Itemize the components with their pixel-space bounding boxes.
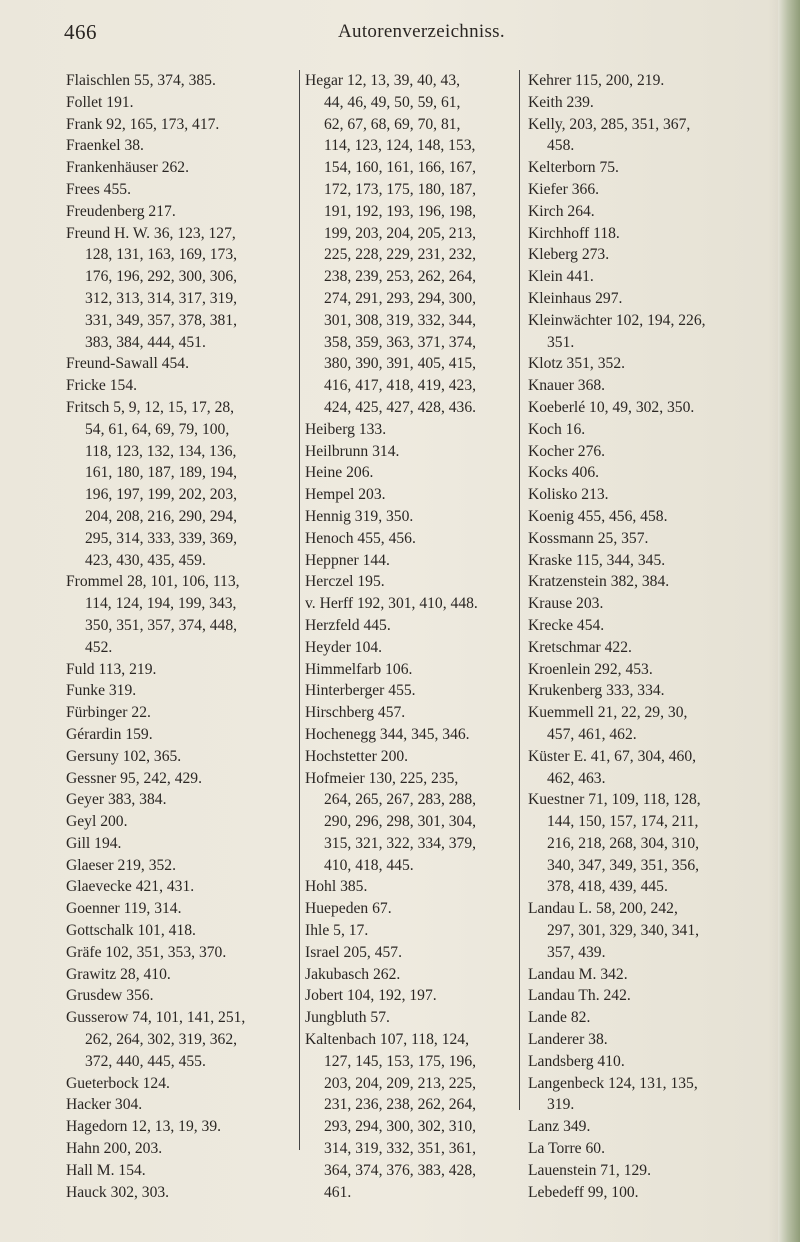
index-entry	[528, 550, 758, 572]
index-entry-line: Landau L. 58, 200, 242,	[528, 900, 678, 918]
index-entry	[528, 375, 758, 397]
index-entry-line: Jungbluth 57.	[305, 1009, 390, 1027]
index-entry	[528, 223, 758, 245]
index-entry-continuation: 161, 180, 187, 189, 194,	[85, 464, 238, 482]
index-entry-continuation: 231, 236, 238, 262, 264,	[324, 1096, 477, 1114]
index-entry	[528, 528, 758, 550]
index-entry-line: Gessner 95, 242, 429.	[66, 769, 202, 787]
index-entry	[528, 702, 758, 746]
index-entry-line: Frank 92, 165, 173, 417.	[66, 115, 220, 133]
index-entry-continuation: 191, 192, 193, 196, 198,	[324, 202, 477, 220]
index-entry-continuation: 144, 150, 157, 174, 211,	[547, 813, 699, 831]
index-entry	[66, 157, 294, 179]
index-entry-continuation: 196, 197, 199, 202, 203,	[85, 486, 238, 504]
index-entry-line: Heppner 144.	[305, 551, 390, 569]
index-entry-line: Kratzenstein 382, 384.	[528, 573, 670, 591]
index-entry-continuation: 295, 314, 333, 339, 369,	[85, 529, 238, 547]
index-entry	[528, 1051, 758, 1073]
index-entry	[528, 659, 758, 681]
index-entry-line: Langenbeck 124, 131, 135,	[528, 1074, 698, 1092]
index-entry-line: Hirschberg 457.	[305, 704, 406, 722]
index-entry-line: Hochstetter 200.	[305, 747, 409, 765]
index-entry-continuation: 458.	[547, 137, 575, 155]
index-entry-line: Fricke 154.	[66, 377, 138, 395]
index-entry	[528, 571, 758, 593]
index-entry-line: Freudenberg 217.	[66, 202, 176, 220]
index-entry-continuation: 331, 349, 357, 378, 381,	[85, 311, 238, 329]
index-entry-continuation: 423, 430, 435, 459.	[85, 551, 206, 569]
index-entry-line: Hofmeier 130, 225, 235,	[305, 769, 459, 787]
index-entry	[305, 964, 507, 986]
index-entry-continuation: 462, 463.	[547, 769, 606, 787]
index-entry	[528, 680, 758, 702]
index-entry	[305, 550, 507, 572]
index-entry	[305, 637, 507, 659]
index-entry-continuation: 424, 425, 427, 428, 436.	[324, 398, 477, 416]
index-entry-line: Gill 194.	[66, 834, 122, 852]
index-entry	[528, 70, 758, 92]
index-entry	[305, 680, 507, 702]
index-entry-line: Follet 191.	[66, 93, 134, 111]
index-entry	[305, 70, 507, 419]
index-entry	[528, 353, 758, 375]
index-entry	[528, 1007, 758, 1029]
index-entry-continuation: 172, 173, 175, 180, 187,	[324, 180, 477, 198]
index-entry-line: Heiberg 133.	[305, 420, 387, 438]
index-entry-line: Kirch 264.	[528, 202, 595, 220]
page-number: 466	[64, 20, 97, 44]
index-entry	[528, 615, 758, 637]
index-entry-continuation: 383, 384, 444, 451.	[85, 333, 206, 351]
index-entry	[528, 310, 758, 354]
index-entry-line: Henoch 455, 456.	[305, 529, 416, 547]
index-entry	[66, 833, 294, 855]
index-entry-line: Funke 319.	[66, 682, 137, 700]
index-entry	[305, 876, 507, 898]
index-entry-continuation: 380, 390, 391, 405, 415,	[324, 355, 477, 373]
index-entry	[66, 746, 294, 768]
index-entry-continuation: 357, 439.	[547, 943, 606, 961]
index-entry	[66, 876, 294, 898]
index-column-1	[66, 70, 294, 1203]
index-entry-line: Hauck 302, 303.	[66, 1183, 170, 1201]
index-entry-continuation: 315, 321, 322, 334, 379,	[324, 834, 477, 852]
index-entry-line: Gusserow 74, 101, 141, 251,	[66, 1009, 246, 1027]
index-entry	[305, 571, 507, 593]
index-entry-continuation: 358, 359, 363, 371, 374,	[324, 333, 477, 351]
index-entry-line: Keith 239.	[528, 93, 594, 111]
index-entry-line: Landau Th. 242.	[528, 987, 631, 1005]
index-entry-line: Landsberg 410.	[528, 1052, 625, 1070]
index-entry	[528, 157, 758, 179]
index-entry-line: Kossmann 25, 357.	[528, 529, 649, 547]
index-entry-line: Grusdew 356.	[66, 987, 154, 1005]
index-entry	[66, 179, 294, 201]
index-entry-continuation: 264, 265, 267, 283, 288,	[324, 791, 477, 809]
index-entry-continuation: 274, 291, 293, 294, 300,	[324, 289, 477, 307]
index-entry-continuation: 297, 301, 329, 340, 341,	[547, 922, 700, 940]
index-entry	[528, 288, 758, 310]
index-entry-line: Kleinhaus 297.	[528, 289, 623, 307]
index-entry-line: Geyer 383, 384.	[66, 791, 167, 809]
index-entry-line: Kraske 115, 344, 345.	[528, 551, 666, 569]
index-entry-continuation: 364, 374, 376, 383, 428,	[324, 1161, 477, 1179]
index-entry-continuation: 216, 218, 268, 304, 310,	[547, 834, 700, 852]
index-entry-line: Gérardin 159.	[66, 725, 153, 743]
index-entry-line: La Torre 60.	[528, 1140, 605, 1158]
index-entry-line: Ihle 5, 17.	[305, 922, 369, 940]
index-entry	[305, 593, 507, 615]
index-entry	[305, 768, 507, 877]
index-entry-line: Glaeser 219, 352.	[66, 856, 176, 874]
index-entry-line: Kocher 276.	[528, 442, 606, 460]
index-entry	[528, 1182, 758, 1204]
index-entry-line: Krukenberg 333, 334.	[528, 682, 665, 700]
index-entry	[66, 92, 294, 114]
index-entry-line: Kleberg 273.	[528, 246, 610, 264]
index-entry	[528, 419, 758, 441]
index-entry	[305, 746, 507, 768]
index-entry-line: Hegar 12, 13, 39, 40, 43,	[305, 72, 461, 89]
index-entry-continuation: 290, 296, 298, 301, 304,	[324, 813, 477, 831]
index-entry-continuation: 457, 461, 462.	[547, 725, 637, 743]
index-entry-continuation: 351.	[547, 333, 575, 351]
index-entry-line: Kolisko 213.	[528, 486, 609, 504]
index-entry-line: Koenig 455, 456, 458.	[528, 507, 668, 525]
index-entry	[66, 1116, 294, 1138]
index-column-3	[528, 70, 758, 1203]
index-entry-continuation: 314, 319, 332, 351, 361,	[324, 1140, 477, 1158]
index-column-2	[305, 70, 507, 1203]
index-entry	[528, 1073, 758, 1117]
index-entry	[66, 768, 294, 790]
index-entry-line: Lauenstein 71, 129.	[528, 1161, 651, 1179]
index-entry-line: Kuestner 71, 109, 118, 128,	[528, 791, 701, 809]
index-entry-line: Knauer 368.	[528, 377, 606, 395]
index-entry-line: Hahn 200, 203.	[66, 1140, 163, 1158]
index-entry-continuation: 204, 208, 216, 290, 294,	[85, 507, 238, 525]
index-entry-line: Lebedeff 99, 100.	[528, 1183, 639, 1201]
index-entry-line: Kirchhoff 118.	[528, 224, 620, 242]
index-entry-line: Kiefer 366.	[528, 180, 600, 198]
index-entry	[66, 855, 294, 877]
index-entry	[528, 201, 758, 223]
index-entry	[528, 397, 758, 419]
index-entry	[305, 898, 507, 920]
index-entry	[305, 506, 507, 528]
index-entry-line: Kroenlein 292, 453.	[528, 660, 653, 678]
index-entry	[305, 462, 507, 484]
index-entry	[528, 593, 758, 615]
index-entry-continuation: 114, 123, 124, 148, 153,	[324, 137, 476, 155]
index-entry-continuation: 372, 440, 445, 455.	[85, 1052, 206, 1070]
index-entry	[528, 266, 758, 288]
index-entry-line: Kelterborn 75.	[528, 159, 619, 177]
index-entry-line: Gräfe 102, 351, 353, 370.	[66, 943, 227, 961]
index-entry	[528, 789, 758, 898]
index-entry-line: Hempel 203.	[305, 486, 386, 504]
index-entry-line: Flaischlen 55, 374, 385.	[66, 72, 216, 89]
index-entry	[66, 571, 294, 658]
index-entry	[528, 964, 758, 986]
index-entry	[528, 1116, 758, 1138]
index-entry	[66, 353, 294, 375]
index-entry-line: Hall M. 154.	[66, 1161, 146, 1179]
index-entry-continuation: 62, 67, 68, 69, 70, 81,	[324, 115, 461, 133]
index-entry	[305, 484, 507, 506]
index-entry-line: Kuemmell 21, 22, 29, 30,	[528, 704, 688, 722]
index-entry-line: Gersuny 102, 365.	[66, 747, 182, 765]
index-entry-continuation: 378, 418, 439, 445.	[547, 878, 668, 896]
index-entry	[66, 898, 294, 920]
index-entry-line: Heyder 104.	[305, 638, 383, 656]
index-entry-line: Heine 206.	[305, 464, 374, 482]
index-entry-line: Fuld 113, 219.	[66, 660, 157, 678]
index-entry-line: Kaltenbach 107, 118, 124,	[305, 1031, 469, 1049]
index-entry-line: Landerer 38.	[528, 1031, 608, 1049]
index-entry-line: Goenner 119, 314.	[66, 900, 182, 918]
index-entry	[528, 985, 758, 1007]
index-entry-line: Hochenegg 344, 345, 346.	[305, 725, 470, 743]
index-entry-continuation: 340, 347, 349, 351, 356,	[547, 856, 700, 874]
index-entry	[305, 702, 507, 724]
index-entry-line: Freund H. W. 36, 123, 127,	[66, 224, 236, 242]
index-entry-line: Grawitz 28, 410.	[66, 965, 171, 983]
index-entry	[66, 1007, 294, 1072]
index-entry-line: Koch 16.	[528, 420, 586, 438]
index-entry	[66, 942, 294, 964]
index-entry	[528, 1029, 758, 1051]
index-entry-continuation: 262, 264, 302, 319, 362,	[85, 1031, 238, 1049]
index-entry-line: Freund-Sawall 454.	[66, 355, 189, 373]
index-entry-continuation: 293, 294, 300, 302, 310,	[324, 1118, 477, 1136]
index-entry	[528, 637, 758, 659]
index-entry	[305, 1029, 507, 1203]
index-entry-continuation: 225, 228, 229, 231, 232,	[324, 246, 477, 264]
index-entry	[66, 114, 294, 136]
index-entry	[305, 528, 507, 550]
index-entry	[66, 1182, 294, 1204]
index-entry	[305, 985, 507, 1007]
index-entry-line: Fraenkel 38.	[66, 137, 144, 155]
index-entry-continuation: 319.	[547, 1096, 575, 1114]
index-entry	[528, 746, 758, 790]
index-entry-line: Gueterbock 124.	[66, 1074, 170, 1092]
index-entry-line: Klotz 351, 352.	[528, 355, 626, 373]
index-entry	[305, 942, 507, 964]
index-entry-line: Jobert 104, 192, 197.	[305, 987, 437, 1005]
index-entry	[528, 114, 758, 158]
index-entry-line: Kleinwächter 102, 194, 226,	[528, 311, 706, 329]
index-entry-line: Herzfeld 445.	[305, 616, 391, 634]
index-entry-line: Lanz 349.	[528, 1118, 591, 1136]
index-entry-continuation: 44, 46, 49, 50, 59, 61,	[324, 93, 461, 111]
index-entry	[528, 179, 758, 201]
index-entry	[66, 375, 294, 397]
index-entry-continuation: 118, 123, 132, 134, 136,	[85, 442, 237, 460]
index-entry-line: Frankenhäuser 262.	[66, 159, 189, 177]
index-entry	[528, 92, 758, 114]
index-entry-line: Krecke 454.	[528, 616, 605, 634]
index-entry-continuation: 54, 61, 64, 69, 79, 100,	[85, 420, 230, 438]
index-entry	[528, 1138, 758, 1160]
index-entry	[66, 1160, 294, 1182]
index-entry	[305, 441, 507, 463]
index-entry	[66, 724, 294, 746]
index-entry	[66, 702, 294, 724]
index-entry-continuation: 350, 351, 357, 374, 448,	[85, 616, 238, 634]
index-entry-line: Kocks 406.	[528, 464, 600, 482]
index-entry	[66, 920, 294, 942]
index-entry	[66, 811, 294, 833]
index-entry-line: Hennig 319, 350.	[305, 507, 414, 525]
index-entry-line: Küster E. 41, 67, 304, 460,	[528, 747, 697, 765]
index-entry	[66, 201, 294, 223]
index-entry-continuation: 312, 313, 314, 317, 319,	[85, 289, 238, 307]
index-entry	[528, 441, 758, 463]
page-header	[0, 20, 800, 50]
index-entry	[305, 615, 507, 637]
index-entry-continuation: 410, 418, 445.	[324, 856, 414, 874]
index-entry-continuation: 452.	[85, 638, 113, 656]
index-entry-line: Landau M. 342.	[528, 965, 628, 983]
index-entry-line: Koeberlé 10, 49, 302, 350.	[528, 398, 695, 416]
index-entry-continuation: 127, 145, 153, 175, 196,	[324, 1052, 477, 1070]
index-entry-continuation: 461.	[324, 1183, 352, 1201]
index-entry-line: Israel 205, 457.	[305, 943, 403, 961]
index-entry	[66, 964, 294, 986]
index-entry	[305, 724, 507, 746]
index-entry-line: Hacker 304.	[66, 1096, 143, 1114]
index-entry-line: Lande 82.	[528, 1009, 591, 1027]
index-entry-line: Heilbrunn 314.	[305, 442, 400, 460]
index-entry-line: Glaevecke 421, 431.	[66, 878, 195, 896]
index-entry	[305, 920, 507, 942]
index-entry-line: Huepeden 67.	[305, 900, 392, 918]
index-entry-continuation: 154, 160, 161, 166, 167,	[324, 159, 477, 177]
index-entry-line: Kehrer 115, 200, 219.	[528, 72, 665, 89]
index-entry-line: v. Herff 192, 301, 410, 448.	[305, 595, 478, 613]
index-entry-line: Frommel 28, 101, 106, 113,	[66, 573, 240, 591]
index-entry-line: Himmelfarb 106.	[305, 660, 413, 678]
index-entry-line: Hagedorn 12, 13, 19, 39.	[66, 1118, 222, 1136]
index-entry-continuation: 203, 204, 209, 213, 225,	[324, 1074, 477, 1092]
index-entry-line: Kretschmar 422.	[528, 638, 632, 656]
index-entry	[305, 659, 507, 681]
index-entry	[66, 680, 294, 702]
index-entry	[66, 223, 294, 354]
index-entry	[305, 1007, 507, 1029]
index-entry-line: Herczel 195.	[305, 573, 385, 591]
index-entry-line: Kelly, 203, 285, 351, 367,	[528, 115, 691, 133]
index-entry-line: Hohl 385.	[305, 878, 368, 896]
index-entry	[66, 985, 294, 1007]
index-entry-line: Frees 455.	[66, 180, 131, 198]
index-entry	[66, 789, 294, 811]
index-entry	[528, 244, 758, 266]
column-divider-2	[519, 70, 520, 1110]
index-entry	[528, 506, 758, 528]
index-entry-continuation: 176, 196, 292, 300, 306,	[85, 268, 238, 286]
index-entry-line: Hinterberger 455.	[305, 682, 416, 700]
index-entry-line: Klein 441.	[528, 268, 594, 286]
index-entry	[66, 397, 294, 571]
page-edge	[778, 0, 800, 1242]
index-entry-continuation: 114, 124, 194, 199, 343,	[85, 595, 237, 613]
index-entry-continuation: 128, 131, 163, 169, 173,	[85, 246, 238, 264]
index-entry	[528, 484, 758, 506]
column-divider-1	[299, 70, 300, 1150]
index-entry-continuation: 199, 203, 204, 205, 213,	[324, 224, 477, 242]
index-entry-line: Fritsch 5, 9, 12, 15, 17, 28,	[66, 398, 235, 416]
index-entry	[305, 419, 507, 441]
index-entry	[528, 462, 758, 484]
index-entry-continuation: 238, 239, 253, 262, 264,	[324, 268, 477, 286]
index-entry	[66, 1138, 294, 1160]
index-entry-line: Jakubasch 262.	[305, 965, 401, 983]
index-entry	[66, 659, 294, 681]
index-entry-continuation: 301, 308, 319, 332, 344,	[324, 311, 477, 329]
index-entry-continuation: 416, 417, 418, 419, 423,	[324, 377, 477, 395]
index-entry	[66, 1094, 294, 1116]
index-entry	[66, 1073, 294, 1095]
index-entry	[66, 70, 294, 92]
index-entry-line: Gottschalk 101, 418.	[66, 922, 196, 940]
index-entry	[66, 135, 294, 157]
index-entry-line: Krause 203.	[528, 595, 604, 613]
running-title: Autorenverzeichniss.	[338, 21, 505, 42]
index-entry-line: Fürbinger 22.	[66, 704, 151, 722]
index-entry	[528, 898, 758, 963]
index-entry-line: Geyl 200.	[66, 813, 128, 831]
index-entry	[528, 1160, 758, 1182]
